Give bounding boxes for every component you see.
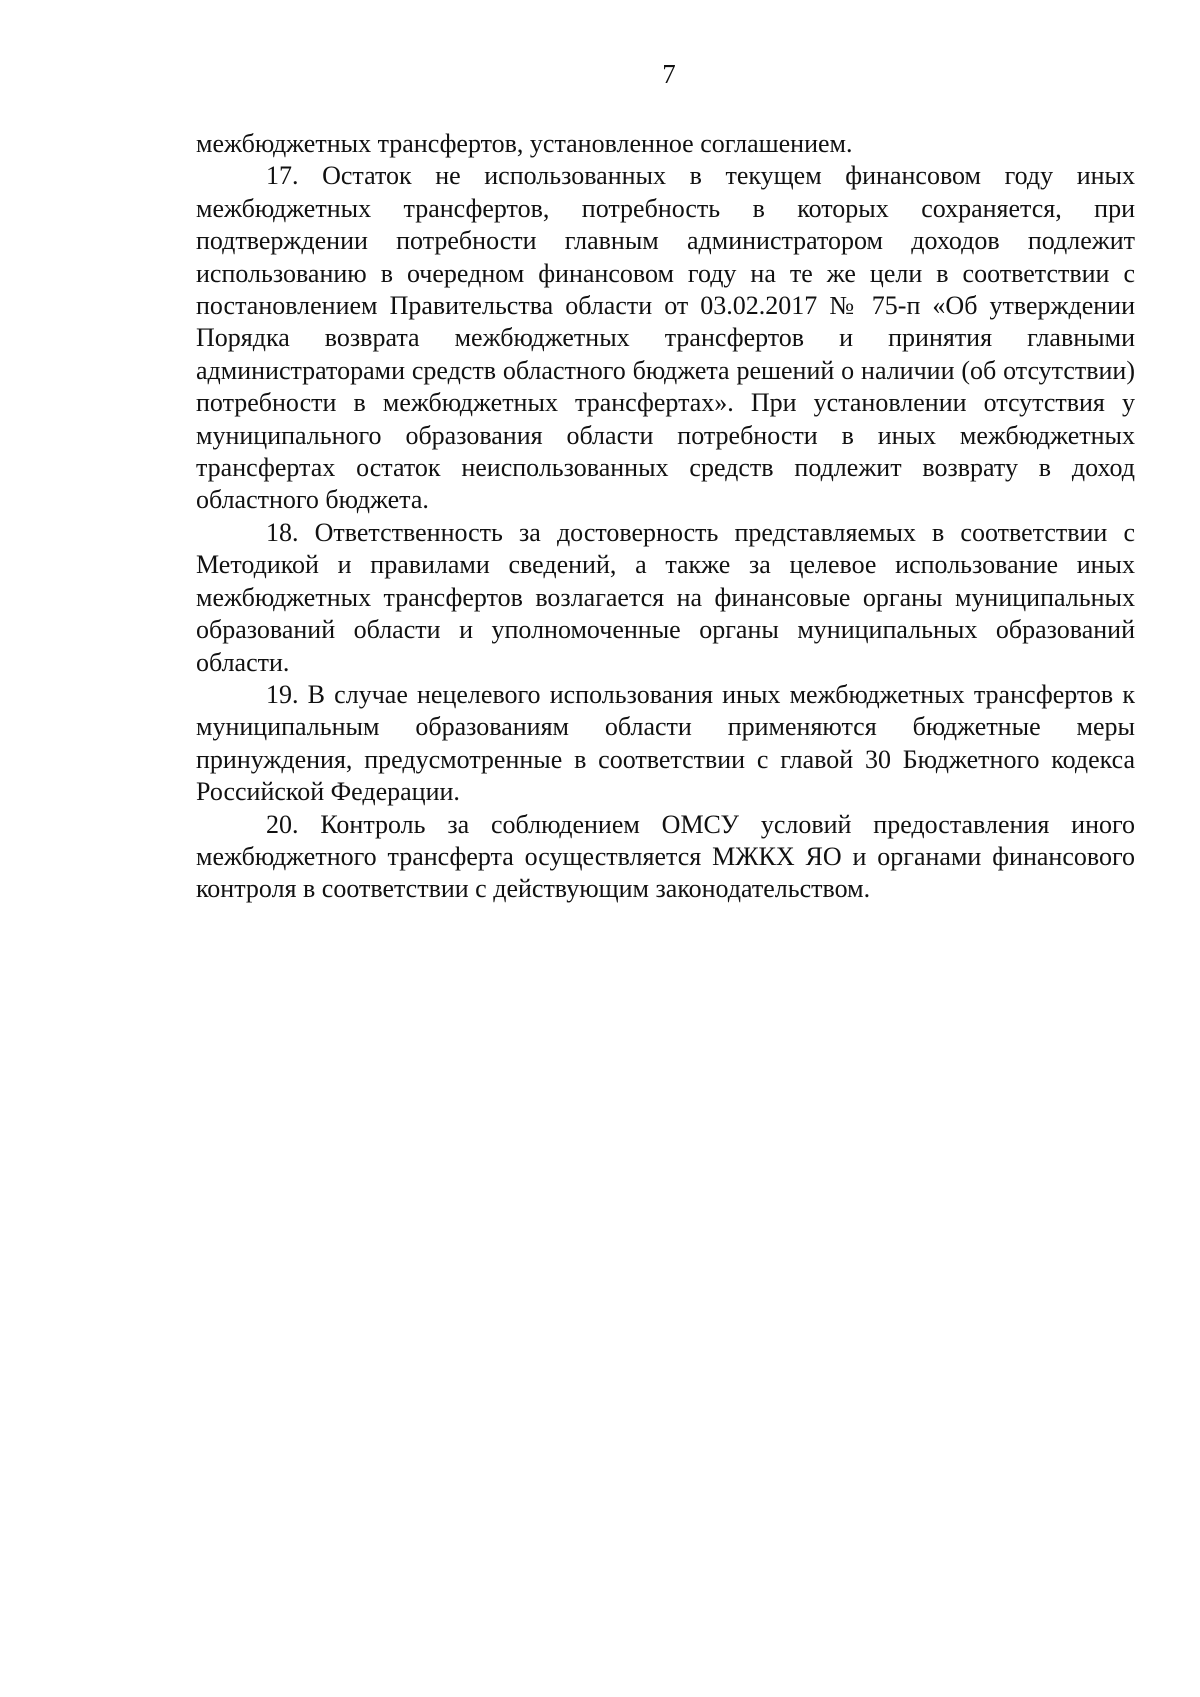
paragraph-item-17: 17. Остаток не использованных в текущем финансовом году иных межбюджетных трансфертов, потребность в которых сохраняется, при подтверждении потребности главным администратором доходов подлежит использованию в очередном финансовом году на те же цели в соответствии с постановлением Правительства области от 03.02.2017 № 75-п «Об утверждении Порядка возврата межбюджетных трансфертов и принятия главными администраторами средств областного бюджета решений о наличии (об отсутствии) потребности в межбюджетных трансфертах». При установлении отсутствия у муниципального образования области потребности в иных межбюджетных трансфертах остаток неиспользованных средств подлежит возврату в доход областного бюджета. xyxy=(196,161,1135,515)
page-number: 7 xyxy=(662,59,676,89)
paragraph-item-18: 18. Ответственность за достоверность представляемых в соответствии с Методикой и правилами сведений, а также за целевое использование иных межбюджетных трансфертов возлагается на финансовые органы муниципальных образований области и уполномоченные органы муниципальных образований области. xyxy=(196,517,1135,677)
document-body xyxy=(196,128,1135,906)
paragraph-item-19: 19. В случае нецелевого использования иных межбюджетных трансфертов к муниципальным образованиям области применяются бюджетные меры принуждения, предусмотренные в соответствии с главой 30 Бюджетного кодекса Российской Федерации. xyxy=(196,679,1135,807)
paragraph-continuation: межбюджетных трансфертов, установленное соглашением. xyxy=(196,129,853,158)
paragraph-item-20: 20. Контроль за соблюдением ОМСУ условий предоставления иного межбюджетного трансферта осуществляется МЖКХ ЯО и органами финансового контроля в соответствии с действующим законодательством. xyxy=(196,809,1135,904)
